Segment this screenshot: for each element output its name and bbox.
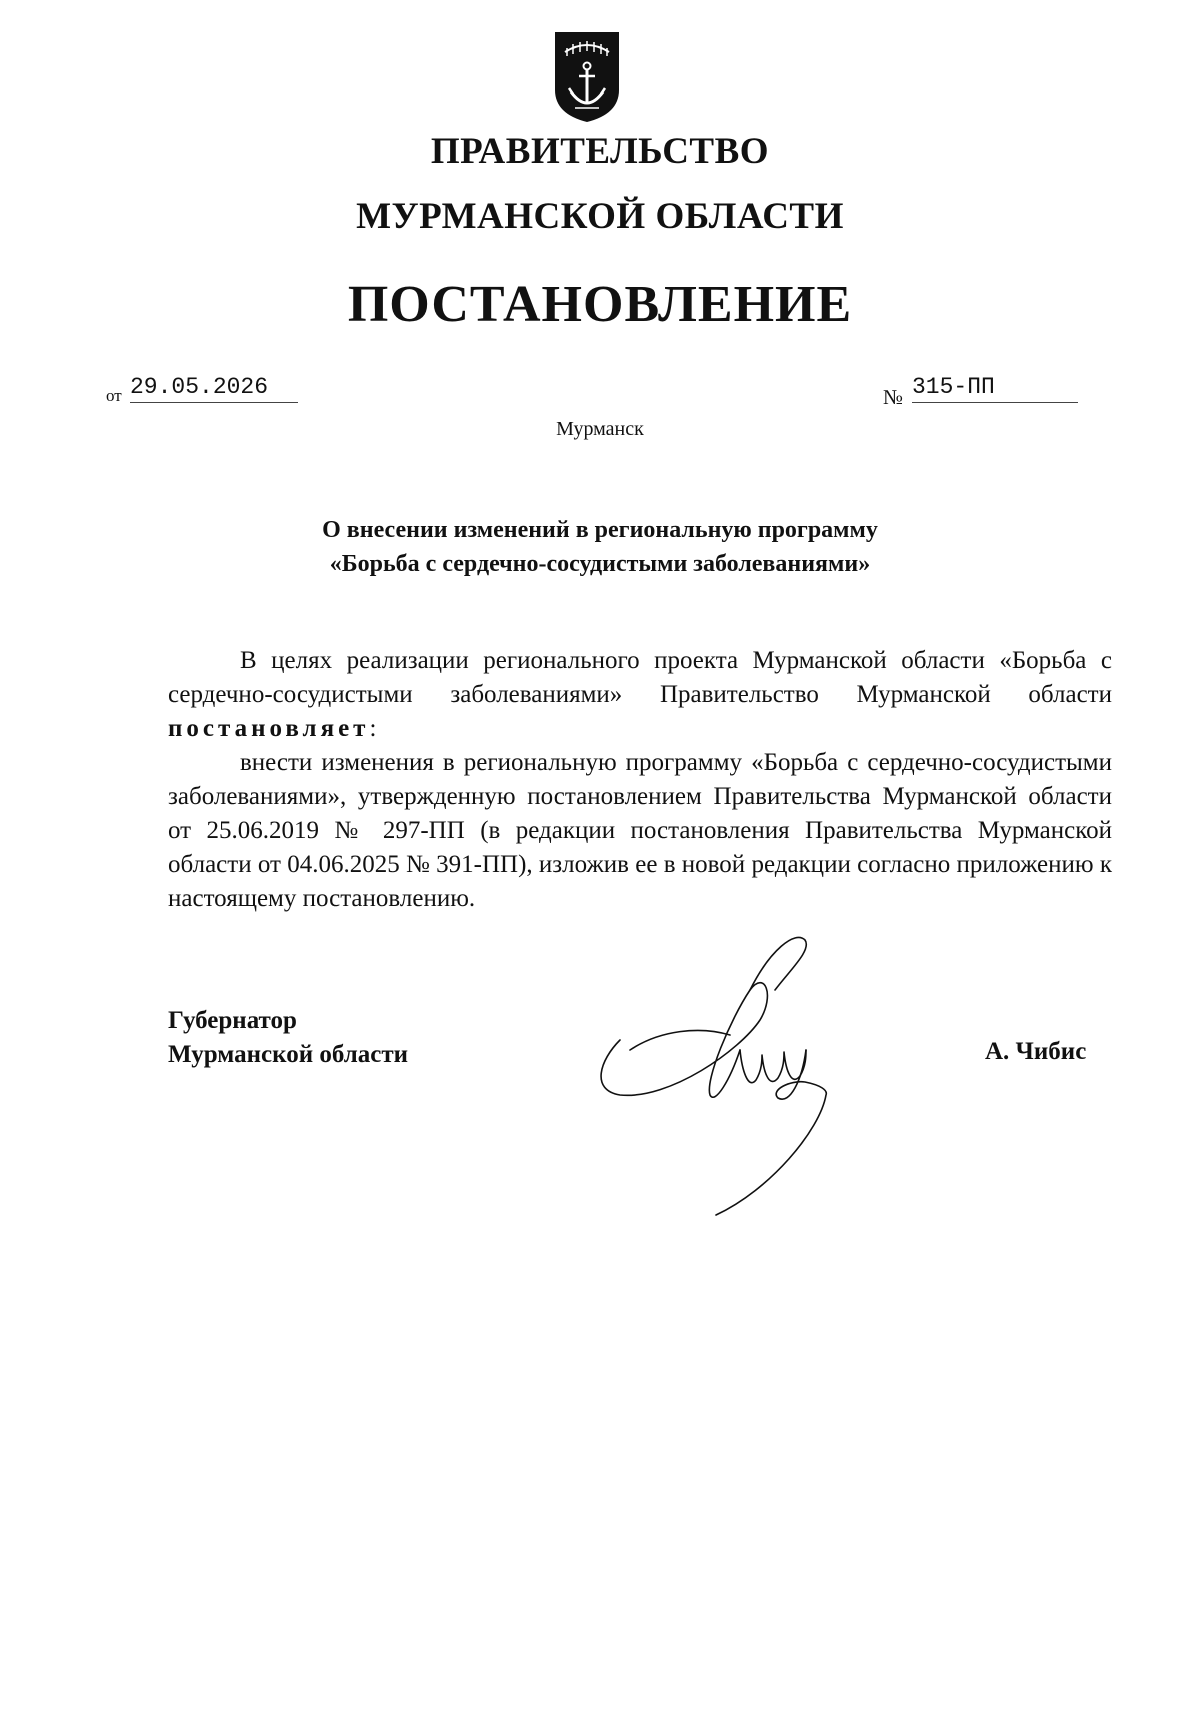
org-name-line2: МУРМАНСКОЙ ОБЛАСТИ	[356, 196, 844, 237]
handwritten-signature-icon	[590, 930, 890, 1220]
org-name-line1: ПРАВИТЕЛЬСТВО	[430, 131, 770, 172]
subject-line2: «Борьба с сердечно-сосудистыми заболеваниями»	[329, 551, 871, 577]
document-subject	[0, 513, 1200, 581]
document-number: 315-ПП	[912, 374, 1078, 403]
document-date: 29.05.2026	[130, 374, 298, 403]
paragraph-1-end: :	[369, 715, 377, 742]
resolution-keyword: постановляет	[168, 715, 370, 742]
coat-of-arms-icon	[553, 30, 621, 124]
city: Мурманск	[556, 418, 644, 440]
signatory-title-line2: Мурманской области	[168, 1041, 409, 1068]
date-prefix: от	[106, 386, 122, 405]
document-type: ПОСТАНОВЛЕНИЕ	[347, 276, 853, 333]
signatory-title	[168, 1004, 408, 1072]
body-paragraph-2: внести изменения в региональную программу «Борьба с сердечно-сосудистыми заболеваниями», утвержденную постановлением Правительства Мурманской области от 25.06.2019 № 297-ПП (в редакции постановления Правительства Мурманской области от 04.06.2025 № 391-ПП), изложив ее в новой редакции согласно приложению к настоящему постановлению.	[168, 749, 1112, 912]
body-paragraph-1	[168, 644, 1112, 746]
signatory-title-line1: Губернатор	[168, 1007, 297, 1034]
subject-line1: О внесении изменений в региональную программу	[322, 517, 878, 543]
signatory-name: А. Чибис	[985, 1038, 1087, 1065]
paragraph-1-text: В целях реализации регионального проекта Мурманской области «Борьба с сердечно-сосудистыми заболеваниями» Правительство Мурманской области	[168, 647, 1112, 708]
number-prefix: №	[883, 385, 904, 409]
